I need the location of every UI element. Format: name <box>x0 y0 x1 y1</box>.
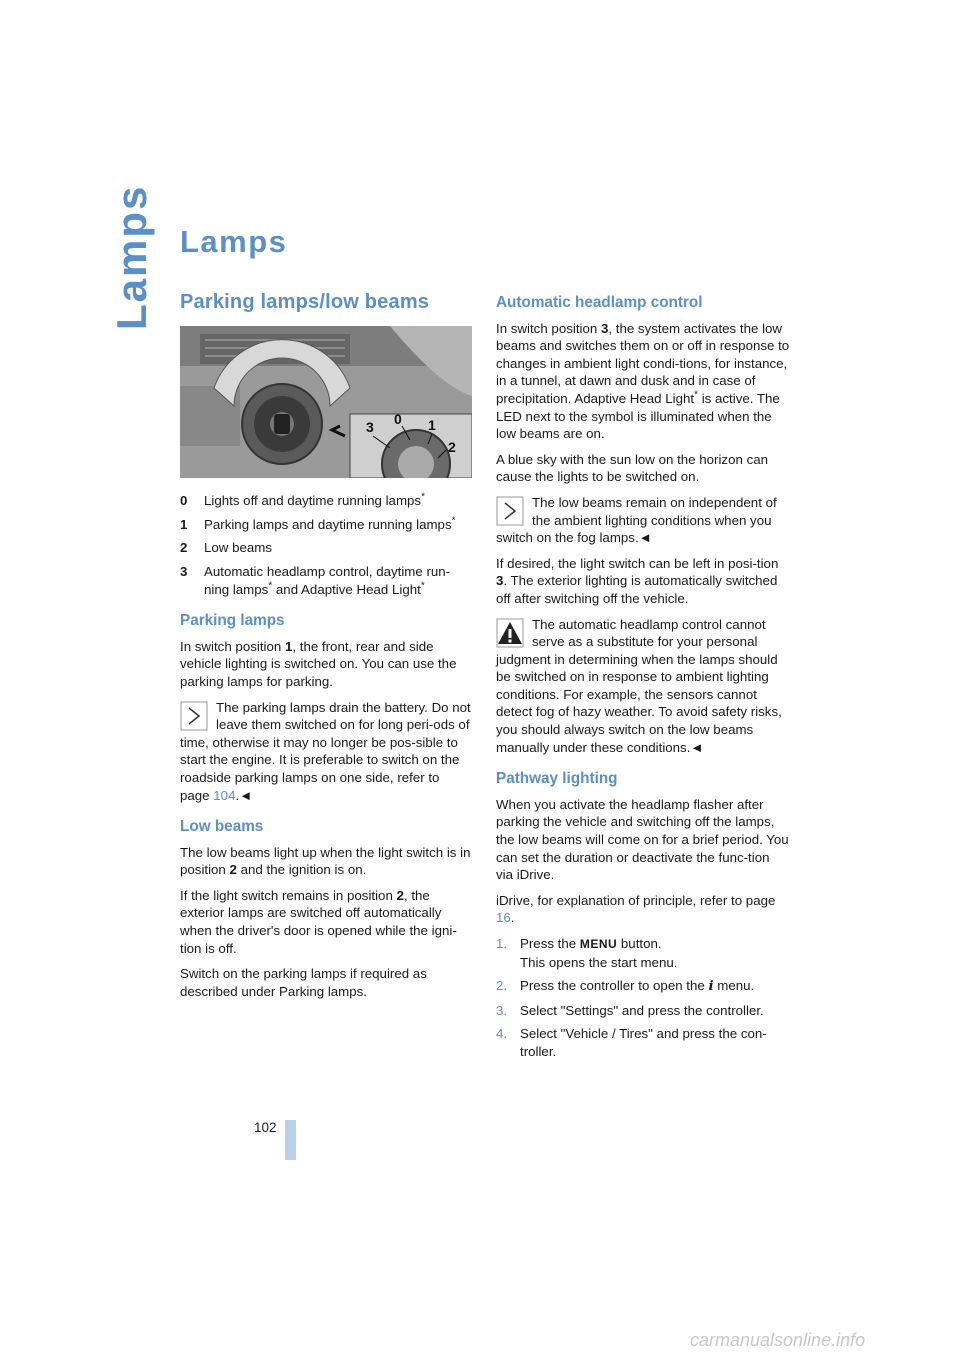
step-number: 2. <box>496 978 508 994</box>
paragraph: In switch position 1, the front, rear and side vehicle lighting is switched on. You can use the parking lamps for parking. <box>180 638 457 689</box>
step-item <box>496 977 790 996</box>
paragraph: Switch on the parking lamps if required as described under Parking lamps. <box>180 966 427 999</box>
subheading-pathway-lighting: Pathway lighting <box>496 770 618 788</box>
legend-number: 3 <box>180 563 188 579</box>
section-heading-parking-low-beams: Parking lamps/low beams <box>180 291 430 313</box>
legend-item <box>180 492 472 510</box>
note-text: The low beams remain on independent of the ambient lighting conditions when you switch on the fog lamps.◄ <box>496 494 777 546</box>
step-item <box>496 935 790 971</box>
legend-number: 0 <box>180 493 188 509</box>
warning-text: The automatic headlamp control cannot serve as a substitute for your personal judgment in determining when the lamps should be switched on in response to ambient lighting conditions. For example, the sensors cannot detect fog of hazy weather. To avoid safety risks, you should always switch on the low beams manually under these conditions.◄ <box>496 616 782 755</box>
legend-text: Low beams <box>204 540 272 556</box>
legend-item <box>180 516 472 534</box>
page-link-104[interactable]: 104 <box>213 787 236 803</box>
paragraph: If the light switch remains in position 2, the exterior lamps are switched off automatically when the driver's door is opened while the igni-tion is off. <box>180 887 457 956</box>
page-number: 102 <box>254 1120 277 1135</box>
watermark: carmanualsonline.info <box>690 1330 866 1350</box>
info-menu-icon: i <box>708 979 714 995</box>
light-switch-figure <box>180 326 472 478</box>
page-number-bar <box>285 1120 296 1160</box>
step-item <box>496 1025 790 1060</box>
warning-block <box>496 616 790 757</box>
legend-number: 2 <box>180 540 188 556</box>
paragraph: If desired, the light switch can be left in posi-tion 3. The exterior lighting is automatically switched off after switching off the vehicle. <box>496 555 779 606</box>
figure-label-2: 2 <box>448 438 456 455</box>
paragraph: The low beams light up when the light switch is in position 2 and the ignition is on. <box>180 844 471 878</box>
legend-item <box>180 539 472 557</box>
paragraph: In switch position 3, the system activates the low beams and switches them on or off in response to changes in ambient light condi-tions, for instance, in a tunnel, at dawn and dusk and in case of precipitation. Adaptive Head Light* is active. The LED next to the symbol is illuminated when the low beams are on. <box>496 320 790 442</box>
legend-item <box>180 563 472 598</box>
note-icon <box>496 496 524 526</box>
figure-label-3: 3 <box>366 418 374 435</box>
warning-icon <box>496 618 524 648</box>
side-chapter-title: Lamps <box>108 184 155 330</box>
paragraph: iDrive, for explanation of principle, refer to page 16. <box>496 892 776 926</box>
step-text: Select "Vehicle / Tires" and press the con-troller. <box>520 1026 767 1059</box>
legend-text: Parking lamps and daytime running lamps* <box>204 515 456 532</box>
paragraph: When you activate the headlamp flasher after parking the vehicle and switching off the lamps, the low beams will come on for a brief period. You can set the duration or deactivate the func-tion via iDrive. <box>496 796 789 883</box>
step-item <box>496 1002 790 1020</box>
legend-text: Lights off and daytime running lamps* <box>204 491 425 509</box>
step-number: 1. <box>496 936 508 951</box>
note-icon <box>180 701 208 731</box>
step-number: 3. <box>496 1002 508 1018</box>
page-link-16[interactable]: 16 <box>496 910 511 926</box>
note-block <box>180 699 472 805</box>
figure-label-0: 0 <box>394 410 402 427</box>
legend-text: Automatic headlamp control, daytime run-ning lamps* and Adaptive Head Light* <box>204 563 451 597</box>
step-text: Press the controller to open the i menu. <box>520 978 755 995</box>
legend-number: 1 <box>180 516 188 532</box>
subheading-low-beams: Low beams <box>180 818 264 836</box>
left-column <box>180 291 472 1008</box>
step-number: 4. <box>496 1026 508 1042</box>
paragraph: A blue sky with the sun low on the horizon can cause the lights to be switched on. <box>496 451 769 485</box>
menu-button-glyph: MENU <box>579 937 618 951</box>
figure-label-1: 1 <box>428 416 436 433</box>
right-column <box>496 294 790 1067</box>
note-block <box>496 494 790 547</box>
step-text: Select "Settings" and press the controller. <box>520 1002 764 1018</box>
subheading-automatic-headlamp-control: Automatic headlamp control <box>496 294 703 311</box>
step-text: Press the MENU button. This opens the start menu. <box>520 936 678 970</box>
subheading-parking-lamps: Parking lamps <box>180 612 285 630</box>
page-title: Lamps <box>180 224 288 259</box>
note-text: The parking lamps drain the battery. Do not leave them switched on for long peri-ods of time, otherwise it may no longer be pos-sible to start the engine. It is preferable to switch on the roadside parking lamps on one side, refer to page 104.◄ <box>180 699 471 803</box>
